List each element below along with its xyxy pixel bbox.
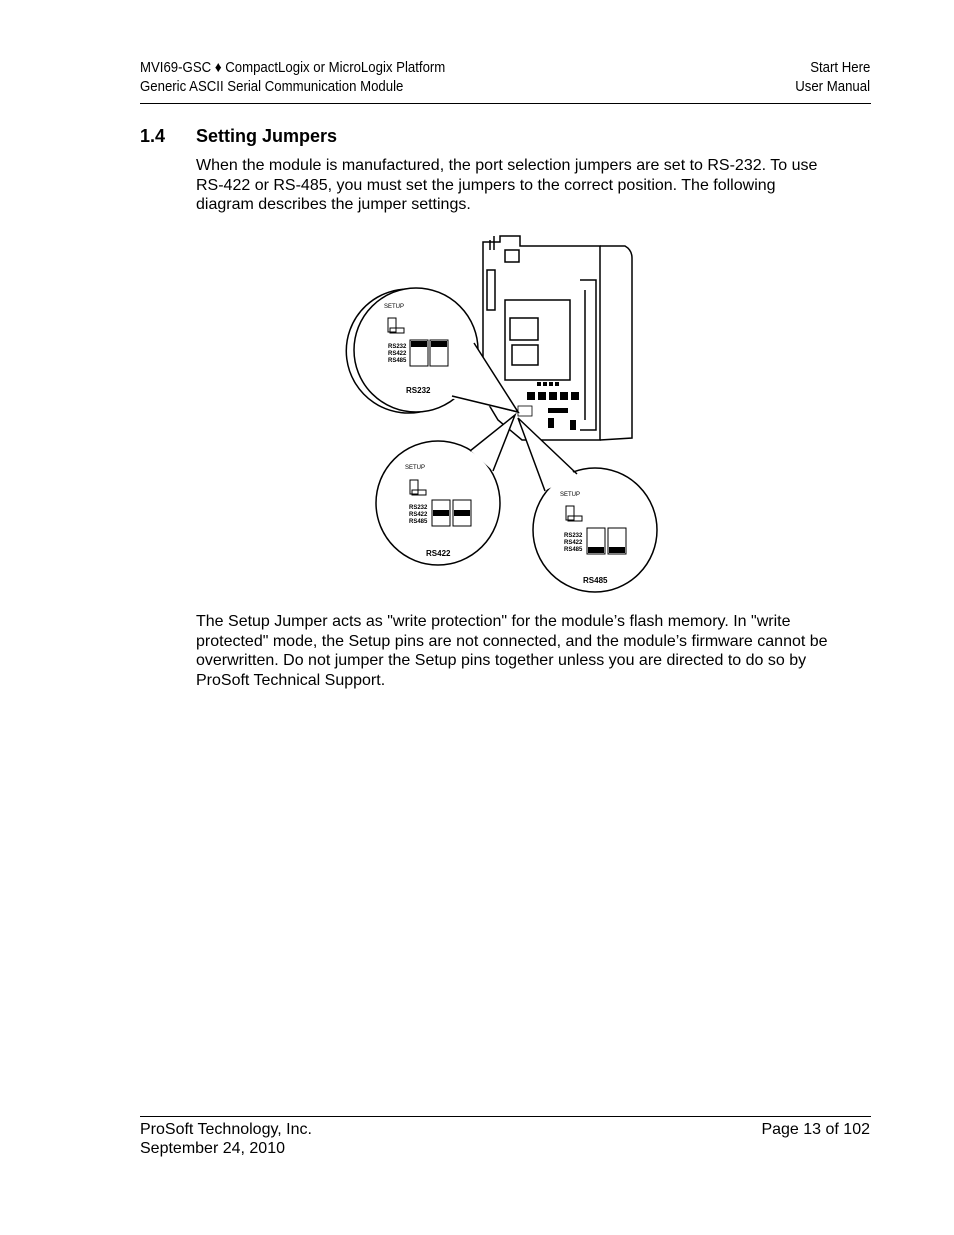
- svg-text:RS422: RS422: [409, 512, 428, 518]
- jumper-diagram: [340, 230, 670, 600]
- callout-rs485: [518, 418, 657, 592]
- intro-paragraph: When the module is manufactured, the port selection jumpers are set to RS-232. To use RS-422 or RS-485, you must set the jumpers to the correct position. The following diagram describes the jumper settings.: [196, 157, 818, 213]
- svg-text:RS422: RS422: [564, 540, 583, 546]
- callout-rs422: [376, 415, 515, 565]
- header-chapter: Start Here: [809, 59, 870, 76]
- svg-text:RS485: RS485: [388, 358, 407, 364]
- footer-rule: [140, 1116, 871, 1117]
- svg-text:RS232: RS232: [388, 344, 407, 350]
- section-number: 1.4: [140, 126, 166, 146]
- svg-text:RS232: RS232: [564, 533, 583, 539]
- svg-text:SETUP: SETUP: [405, 465, 426, 471]
- svg-text:SETUP: SETUP: [560, 492, 581, 498]
- module-details: [518, 382, 579, 430]
- callout-rs232: [346, 288, 518, 413]
- svg-text:RS485: RS485: [409, 519, 428, 525]
- body-paragraph: The Setup Jumper acts as "write protection" for the module’s flash memory. In "write protected" mode, the Setup pins are not connected, and the module’s firmware cannot be overwritten. Do not jumper the Setup pins together unless you are directed to do so by ProSoft Technical Support.: [196, 613, 828, 689]
- callout-label-rs232: RS232: [406, 386, 431, 395]
- header-rule: [140, 103, 871, 104]
- header-product: MVI69-GSC ♦ CompactLogix or MicroLogix Platform: [140, 59, 446, 76]
- svg-text:RS232: RS232: [409, 505, 428, 511]
- callout-label-rs485: RS485: [583, 576, 608, 585]
- svg-text:RS422: RS422: [388, 351, 407, 357]
- callout-label-rs422: RS422: [426, 549, 451, 558]
- setup-label-1: SETUP: [384, 304, 405, 310]
- footer-date: September 24, 2010: [140, 1140, 285, 1157]
- footer-page-number: Page 13 of 102: [761, 1121, 870, 1138]
- header-manual: User Manual: [795, 78, 870, 95]
- svg-text:RS485: RS485: [564, 547, 583, 553]
- section-title: Setting Jumpers: [196, 126, 338, 146]
- header-module: Generic ASCII Serial Communication Module: [140, 78, 404, 95]
- footer-company: ProSoft Technology, Inc.: [140, 1121, 312, 1138]
